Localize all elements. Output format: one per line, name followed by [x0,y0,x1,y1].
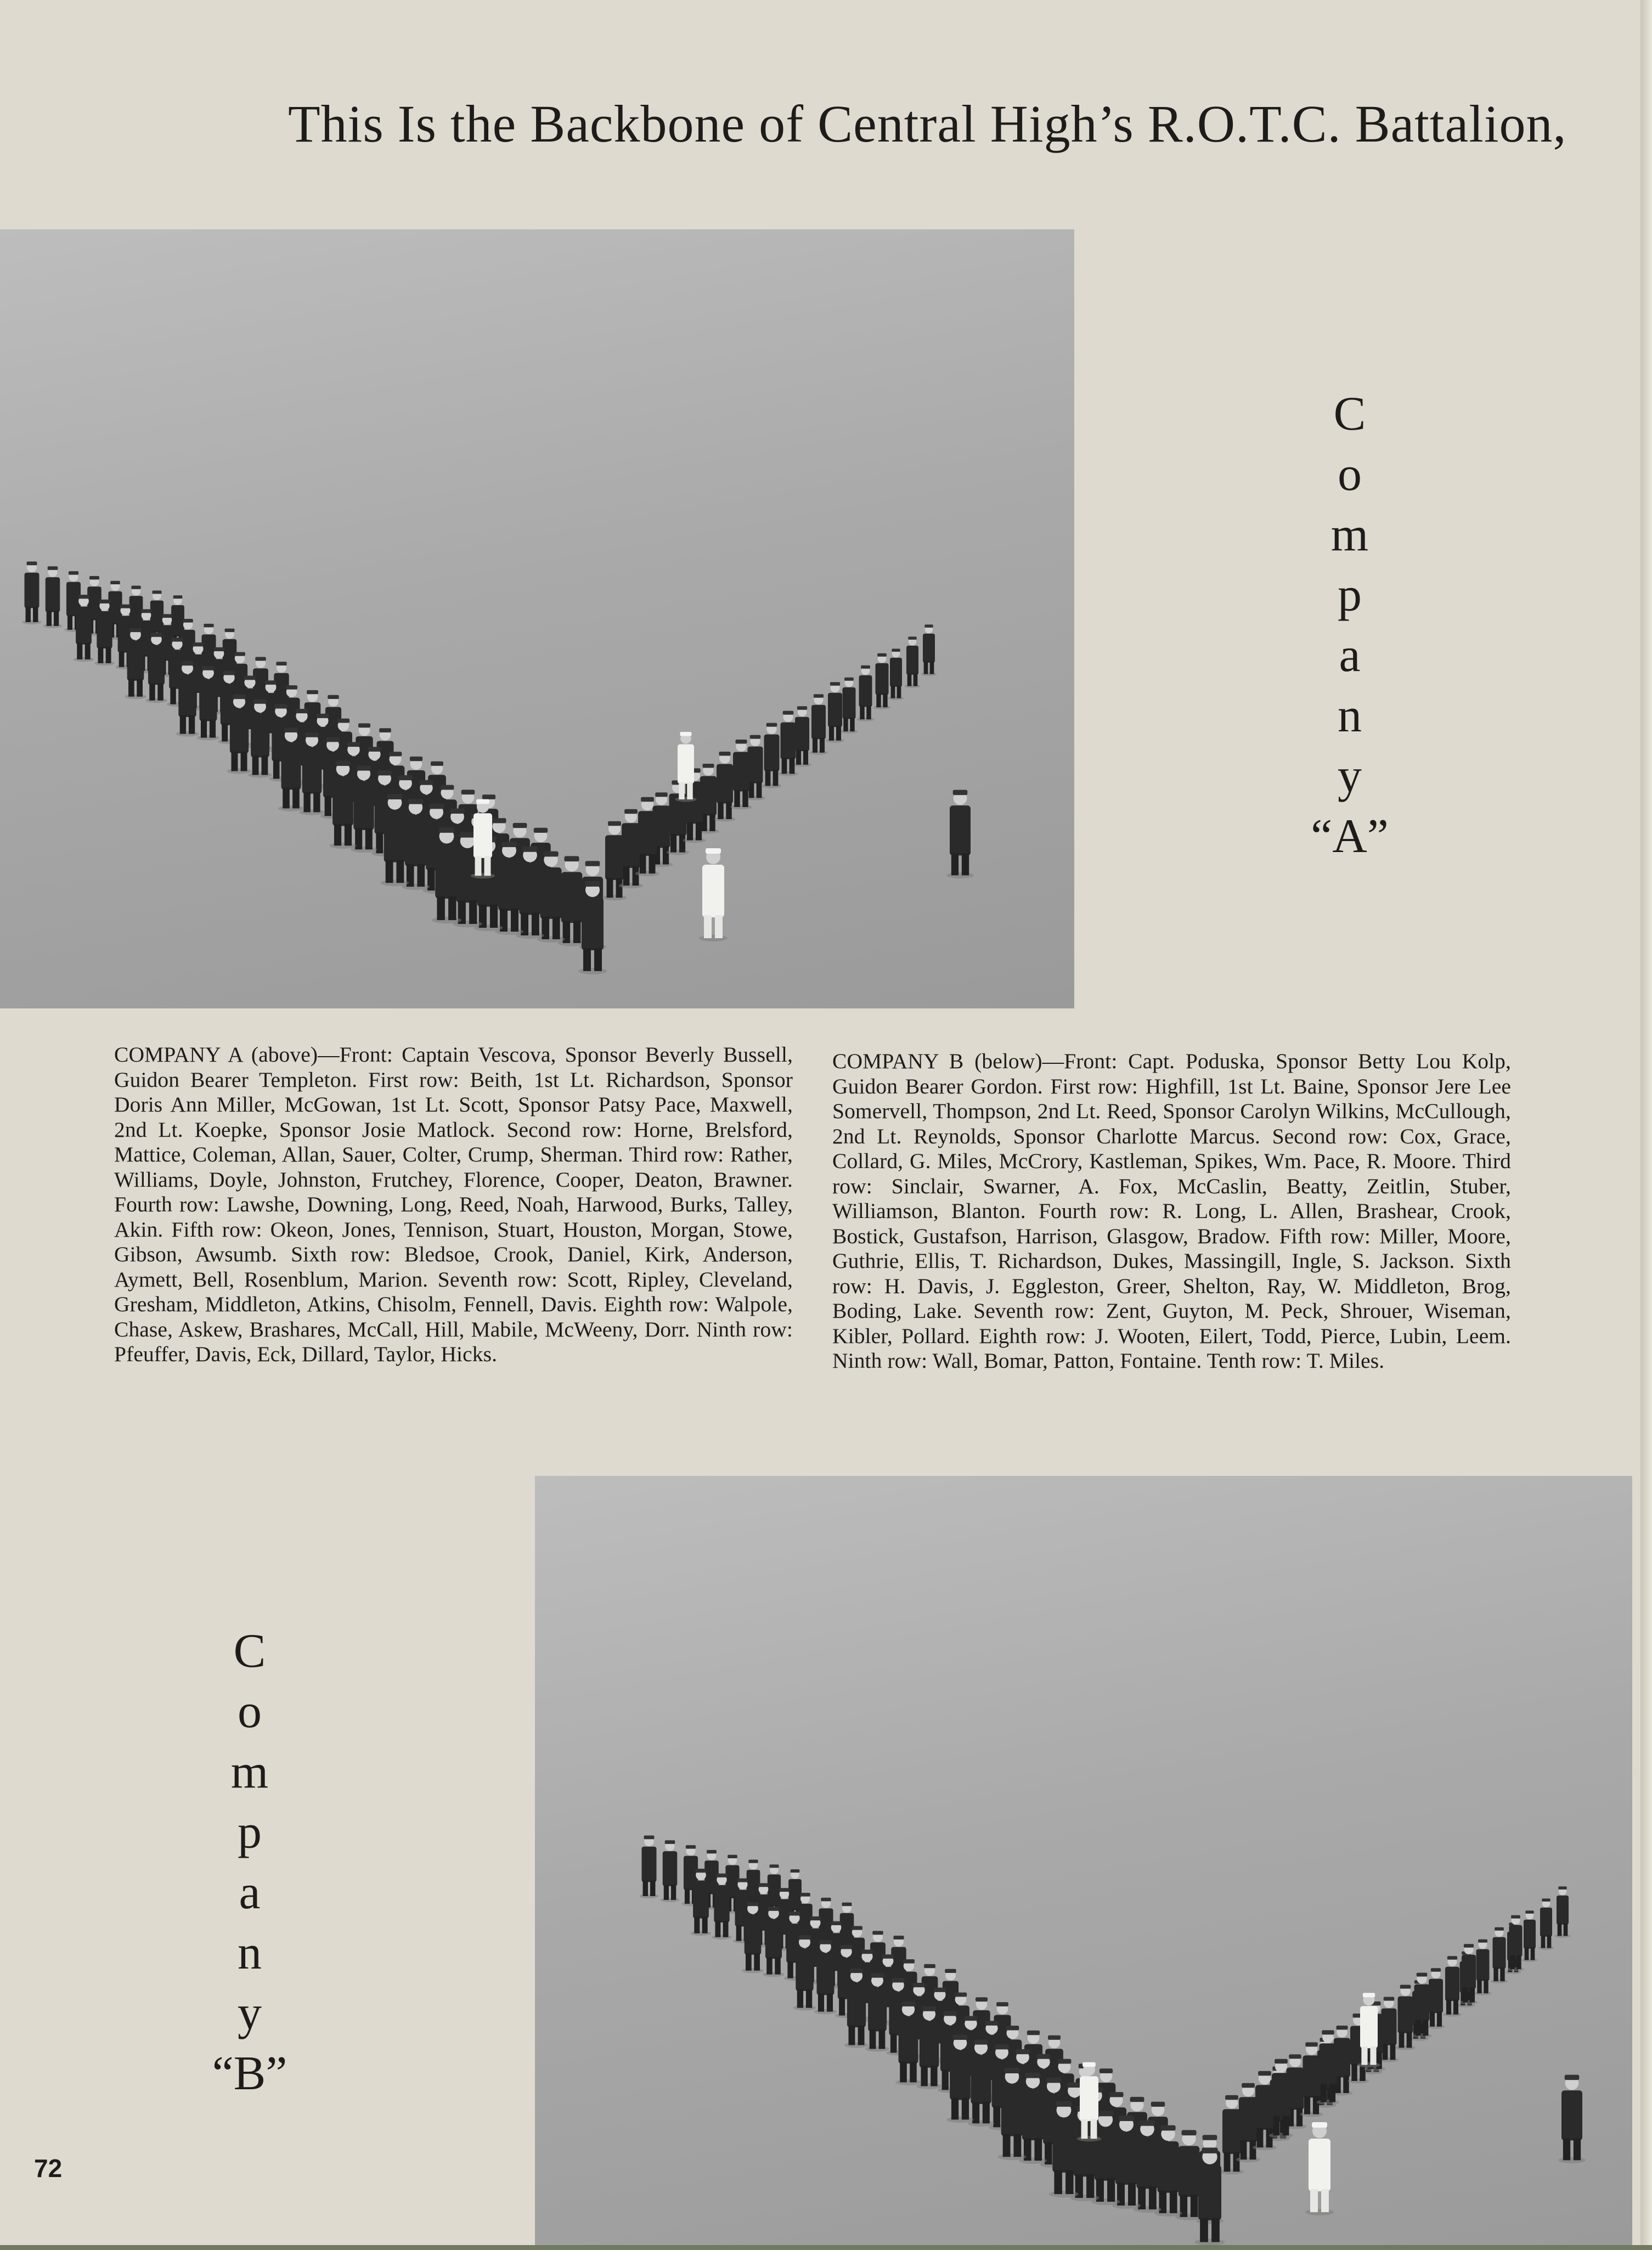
company-b-label-letter: C [233,1625,266,1678]
company-a-caption: COMPANY A (above)—Front: Captain Vescova, Sponsor Beverly Bussell, Guidon Bearer Templeton. First row: Beith, 1st Lt. Richardson, Sponsor Doris Ann Miller, McGowan, 1st Lt. Scott, Sponsor Patsy Pace, Maxwell, 2nd Lt. Koepke, Sponsor Josie Matlock. Second row: Horne, Brelsford, Mattice, Coleman, Allan, Sauer, Colter, Crump, Sherman. Third row: Rather, Williams, Doyle, Johnston, Frutchey, Florence, Cooper, Deaton, Brawner. Fourth row: Lawshe, Downing, Long, Reed, Noah, Harwood, Burks, Talley, Akin. Fifth row: Okeon, Jones, Tennison, Stuart, Houston, Morgan, Stowe, Gibson, Awsumb. Sixth row: Bledsoe, Crook, Daniel, Kirk, Anderson, Aymett, Bell, Rosenblum, Marion. Seventh row: Scott, Ripley, Cleveland, Gresham, Middleton, Atkins, Chisolm, Fennell, Davis. Eighth row: Walpole, Chase, Askew, Brashares, McCall, Hill, Mabile, McWeeny, Dorr. Ninth row: Pfeuffer, Davis, Eck, Dillard, Taylor, Hicks. [114,1042,793,1366]
company-b-label-letter: o [238,1685,262,1738]
company-b-label-letter: a [239,1866,261,1919]
company-a-cadet [888,649,904,700]
company-a-label-letter: n [1338,689,1362,742]
company-a-cadet [921,624,937,675]
company-b-cadet [1474,1939,1491,1995]
company-a-cadet [762,723,781,788]
company-b-guidon-bearer [1558,2075,1585,2164]
company-a-vertical-label [1295,384,1405,867]
bottom-rule [0,2245,1652,2250]
page-binding-edge [1640,0,1652,2250]
company-b-label-letter: m [230,1745,269,1798]
company-a-cadet [809,694,828,755]
company-a-cadet [857,666,874,721]
company-a-guidon-bearer [946,790,973,879]
company-a-cadet [714,752,736,822]
company-a-label-letter: m [1330,508,1369,561]
company-b-label-letter: y [238,1987,262,2040]
company-a-label-letter: o [1338,448,1362,501]
company-b-label-letter: p [238,1806,262,1859]
company-a-label-letter: y [1338,749,1362,803]
company-a-cadet [558,856,585,946]
company-a-label-letter: p [1338,568,1362,622]
company-a-cadet [43,566,62,628]
company-a-cadet [905,636,921,687]
company-b-caption: COMPANY B (below)—Front: Capt. Poduska, Sponsor Betty Lou Kolp, Guidon Bearer Gordon. First row: Highfill, 1st Lt. Baine, Sponsor Jere Lee Somervell, Thompson, 2nd Lt. Reed, Sponsor Carolyn Wilkins, McCullough, 2nd Lt. Reynolds, Sponsor Charlotte Marcus. Second row: Cox, Grace, Collard, G. Miles, McCrory, Kastleman, Spikes, Wm. Pace, R. Moore. Third row: Sinclair, Swarner, A. Fox, McCaslin, Beatty, Zeitlin, Stuber, Williamson, Blanton. Fourth row: R. Long, L. Allen, Brashear, Crook, Bostick, Gustafson, Harrison, Glasgow, Bradow. Fifth row: Miller, Moore, Guthrie, Ellis, T. Richardson, Dukes, Massingill, Ingle, S. Jackson. Sixth row: H. Davis, J. Eggleston, Greer, Shelton, Ray, W. Middleton, Brog, Boding, Lake. Seventh row: Zent, Guyton, M. Peck, Shrouer, Wiseman, Kibler, Pollard. Eighth row: J. Wooten, Eilert, Todd, Pierce, Lubin, Leem. Ninth row: Wall, Bomar, Patton, Fontaine. Tenth row: T. Miles. [832,1049,1511,1373]
company-b-formation [535,1476,1632,2250]
company-b-photo [535,1476,1632,2250]
page-title: This Is the Backbone of Central High’s R.O.T.C. Battalion, [288,94,1567,153]
company-b-cadet [661,1840,679,1902]
company-a-cadet [826,682,844,743]
company-b-cadet [1522,1910,1538,1962]
company-b-cadet [1538,1898,1554,1950]
company-b-vertical-label [195,1621,305,2104]
company-b-label-letter: “B” [212,2047,287,2100]
company-a-sponsor [699,848,728,941]
company-b-cadet [639,1835,658,1898]
page-number: 72 [34,2154,63,2183]
company-a-photo [0,229,1074,1008]
company-b-cadet [1443,1956,1462,2017]
company-a-label-letter: a [1339,629,1361,682]
company-a-formation [0,229,1074,1008]
company-b-label-letter: n [238,1926,262,1980]
company-a-label-letter: C [1333,387,1366,441]
company-a-label-letter: “A” [1311,810,1389,863]
company-a-cadet [873,653,890,709]
company-a-cadet [22,561,41,624]
company-b-cadet [1491,1927,1508,1983]
company-b-sponsor [1305,2122,1334,2215]
company-a-cadet [841,678,858,734]
company-b-cadet [1555,1886,1571,1938]
